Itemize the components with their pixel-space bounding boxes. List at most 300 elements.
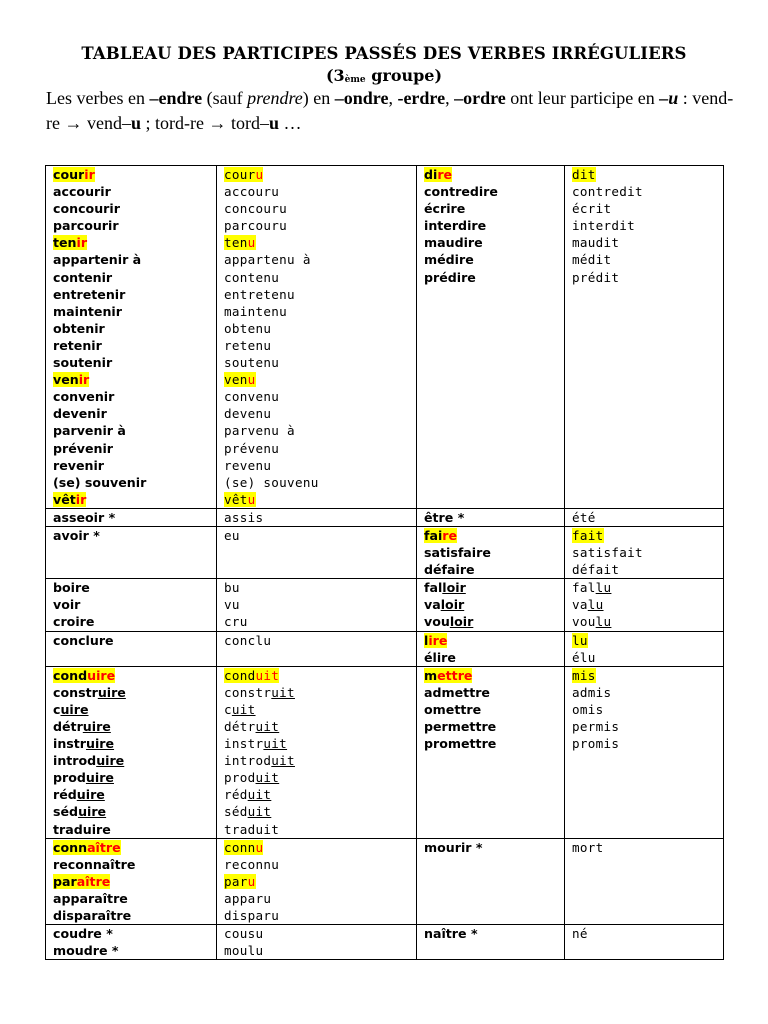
entry-segment: maudit (572, 235, 620, 251)
verb-entry (424, 667, 564, 684)
verb-entry (424, 839, 564, 856)
participles-table (45, 165, 724, 960)
intro-ending-erdre: -erdre (397, 88, 446, 108)
entry-segment: constr (224, 684, 272, 700)
participle-entry (224, 509, 416, 526)
entry-segment: aître (76, 873, 111, 889)
entry-segment: (se) souvenir (53, 474, 147, 490)
participle-entry (224, 769, 416, 786)
entry-segment: introd (53, 753, 97, 769)
participle-entry (572, 509, 723, 526)
verb-cell (46, 838, 217, 924)
entry-segment: parvenu à (224, 423, 295, 439)
entry-segment: fal (572, 580, 596, 596)
entry-segment: permettre (424, 719, 497, 734)
participle-entry (224, 166, 416, 183)
verb-cell (46, 508, 217, 526)
entry-segment: cour (224, 167, 256, 182)
participle-entry (224, 701, 416, 718)
verb-cell (46, 166, 217, 509)
entry-segment: revenu (224, 457, 272, 473)
entry-segment: lu (595, 614, 612, 630)
entry-segment: di (424, 167, 438, 182)
entry-segment: reconnu (224, 856, 280, 872)
entry-segment: uire (96, 753, 125, 769)
verb-cell (417, 166, 565, 509)
participle-cell (217, 526, 417, 578)
participle-cell (217, 666, 417, 838)
participle-entry (224, 422, 416, 439)
intro-example-ending: u (130, 113, 141, 133)
verb-entry (424, 701, 564, 718)
entry-segment: traduire (53, 821, 111, 837)
intro-participle-ending: –u (659, 88, 679, 108)
entry-segment: né (572, 926, 588, 942)
verb-cell (417, 526, 565, 578)
verb-entry (53, 371, 216, 388)
participle-cell (565, 526, 724, 578)
verb-entry (424, 613, 564, 630)
entry-segment: coudre * (53, 926, 113, 942)
entry-segment: uit (255, 719, 280, 734)
intro-text: Les verbes en (46, 88, 150, 108)
entry-segment: promis (572, 736, 620, 752)
participle-entry (224, 925, 416, 942)
entry-segment: parvenir à (53, 423, 126, 439)
entry-segment: ir (84, 167, 95, 182)
participle-entry (224, 667, 416, 684)
entry-segment: vêt (53, 491, 76, 507)
entry-segment: naître * (424, 926, 478, 942)
participle-entry (224, 752, 416, 769)
verb-entry (53, 166, 216, 183)
participle-cell (565, 666, 724, 838)
verb-entry (53, 856, 216, 873)
verb-entry (53, 752, 216, 769)
entry-segment: uit (271, 753, 295, 769)
verb-entry (53, 217, 216, 234)
participle-cell (565, 508, 724, 526)
intro-text: ont leur participe en (505, 88, 660, 108)
entry-segment: conclure (53, 632, 114, 648)
entry-segment: être * (424, 509, 465, 525)
entry-segment: omis (572, 701, 604, 717)
entry-segment: soutenu (224, 355, 280, 371)
entry-segment: fai (424, 527, 443, 543)
participle-entry (224, 251, 416, 268)
entry-segment: bu (224, 580, 240, 596)
entry-segment: contenir (53, 269, 113, 285)
entry-segment: prédire (424, 269, 476, 285)
participle-entry (224, 388, 416, 405)
participle-entry (572, 684, 723, 701)
participle-cell (217, 579, 417, 631)
entry-segment: mourir * (424, 839, 483, 855)
page-subtitle (0, 66, 768, 85)
entry-segment: loir (442, 580, 466, 596)
intro-paragraph (46, 86, 736, 136)
entry-segment: appartenu à (224, 252, 311, 268)
intro-ending-ordre: –ordre (454, 88, 506, 108)
intro-text: (sauf (202, 88, 248, 108)
entry-segment: m (424, 667, 438, 683)
entry-segment: croire (53, 614, 95, 630)
verb-entry (53, 251, 216, 268)
verb-cell (417, 666, 565, 838)
entry-segment: réd (224, 787, 248, 803)
entry-segment: entretenir (53, 286, 126, 302)
entry-segment: c (53, 701, 61, 717)
entry-segment: traduit (224, 821, 280, 837)
entry-segment: maintenu (224, 303, 288, 319)
verb-entry (53, 925, 216, 942)
entry-segment: ten (53, 235, 77, 251)
verb-entry (424, 234, 564, 251)
table-row (46, 925, 724, 960)
verb-entry (53, 337, 216, 354)
entry-segment: uire (60, 701, 89, 717)
entry-segment: re (442, 527, 458, 543)
participle-entry (224, 234, 416, 251)
intro-example-tordre: ; tord-re → tord– (141, 113, 269, 133)
participle-entry (572, 839, 723, 856)
participle-entry (224, 269, 416, 286)
entry-segment: uit (247, 787, 272, 803)
participle-entry (572, 701, 723, 718)
table-row (46, 666, 724, 838)
entry-segment: ven (224, 372, 248, 388)
participle-entry (224, 856, 416, 873)
entry-segment: retenu (224, 337, 272, 353)
verb-cell (417, 579, 565, 631)
participle-entry (224, 491, 416, 508)
participle-cell (217, 508, 417, 526)
entry-segment: instr (224, 736, 264, 752)
entry-segment: retenir (53, 337, 102, 353)
entry-segment: uire (85, 770, 114, 786)
verb-entry (424, 596, 564, 613)
participle-entry (572, 544, 723, 561)
verb-entry (53, 839, 216, 856)
verb-entry (53, 786, 216, 803)
entry-segment: détr (224, 719, 256, 734)
verb-entry (53, 942, 216, 959)
entry-segment: eu (224, 527, 240, 543)
entry-segment: devenu (224, 406, 272, 422)
verb-entry (53, 632, 216, 649)
verb-cell (46, 526, 217, 578)
verb-entry (424, 649, 564, 666)
intro-text: , (445, 88, 455, 108)
verb-entry (53, 440, 216, 457)
entry-segment: revenir (53, 457, 104, 473)
participle-entry (572, 166, 723, 183)
participle-entry (572, 234, 723, 251)
entry-segment: lu (587, 597, 604, 613)
verb-cell (417, 838, 565, 924)
verb-entry (53, 873, 216, 890)
verb-entry (53, 422, 216, 439)
entry-segment: réd (53, 787, 77, 803)
participle-entry (224, 183, 416, 200)
intro-text: , (388, 88, 398, 108)
entry-segment: apparu (224, 890, 272, 906)
verb-cell (417, 925, 565, 960)
verb-entry (53, 735, 216, 752)
entry-segment: parcourir (53, 218, 119, 234)
participle-entry (224, 718, 416, 735)
entry-segment: accouru (224, 184, 280, 200)
entry-segment: défait (572, 562, 620, 578)
entry-segment: prod (224, 770, 256, 786)
verb-entry (53, 821, 216, 838)
entry-segment: u (255, 167, 264, 182)
participle-entry (224, 735, 416, 752)
participle-entry (572, 251, 723, 268)
participle-entry (572, 200, 723, 217)
entry-segment: soutenir (53, 355, 113, 371)
entry-segment: permis (572, 719, 620, 734)
verb-entry (53, 769, 216, 786)
participle-entry (572, 269, 723, 286)
participle-entry (224, 613, 416, 630)
entry-segment: cond (53, 667, 88, 683)
verb-entry (424, 509, 564, 526)
participle-entry (224, 786, 416, 803)
entry-segment: uire (87, 667, 116, 683)
entry-segment: promettre (424, 736, 497, 752)
verb-entry (424, 925, 564, 942)
participle-cell (565, 838, 724, 924)
entry-segment: vêt (224, 491, 248, 507)
entry-segment: écrit (572, 201, 612, 217)
verb-entry (53, 303, 216, 320)
entry-segment: conn (224, 839, 256, 855)
entry-segment: assis (224, 509, 264, 525)
participle-entry (224, 873, 416, 890)
entry-segment: devenir (53, 406, 107, 422)
verb-entry (53, 803, 216, 820)
participle-entry (572, 718, 723, 735)
subtitle-text-a: (3 (325, 66, 345, 85)
entry-segment: satisfait (572, 545, 643, 561)
verb-entry (53, 890, 216, 907)
entry-segment: fait (572, 527, 604, 543)
entry-segment: u (255, 839, 264, 855)
entry-segment: entretenu (224, 286, 295, 302)
entry-segment: écrire (424, 201, 466, 217)
participle-entry (572, 561, 723, 578)
participle-entry (224, 217, 416, 234)
entry-segment: uit (263, 736, 288, 752)
entry-segment: fal (424, 580, 443, 596)
verb-entry (53, 579, 216, 596)
verb-entry (53, 613, 216, 630)
entry-segment: reconnaître (53, 856, 136, 872)
entry-segment: uit (271, 684, 295, 700)
entry-segment: ettre (437, 667, 473, 683)
participle-entry (224, 890, 416, 907)
verb-entry (424, 579, 564, 596)
participle-entry (224, 803, 416, 820)
entry-segment: boire (53, 580, 90, 596)
verb-entry (53, 234, 216, 251)
entry-segment: séd (53, 804, 79, 820)
entry-segment: u (247, 873, 256, 889)
entry-segment: voir (53, 597, 81, 613)
entry-segment: concourir (53, 201, 120, 217)
table-row (46, 166, 724, 509)
entry-segment: ir (75, 491, 87, 507)
intro-example-ending: u (268, 113, 279, 133)
entry-segment: par (53, 873, 77, 889)
entry-segment: admis (572, 684, 612, 700)
verb-entry (424, 735, 564, 752)
participle-entry (572, 613, 723, 630)
participle-entry (224, 474, 416, 491)
entry-segment: l (424, 632, 429, 648)
entry-segment: ir (76, 235, 88, 251)
entry-segment: cousu (224, 926, 264, 942)
entry-segment: concouru (224, 201, 288, 217)
verb-cell (46, 579, 217, 631)
verb-entry (424, 217, 564, 234)
entry-segment: apparaître (53, 890, 128, 906)
participle-entry (224, 942, 416, 959)
participle-cell (565, 631, 724, 666)
entry-segment: interdire (424, 218, 487, 234)
entry-segment: ire (428, 632, 448, 648)
verb-entry (53, 509, 216, 526)
intro-ending-endre: –endre (149, 88, 203, 108)
entry-segment: omettre (424, 701, 482, 717)
entry-segment: uit (231, 701, 256, 717)
participle-entry (572, 667, 723, 684)
entry-segment: ir (78, 372, 90, 388)
participle-entry (224, 405, 416, 422)
verb-entry (424, 632, 564, 649)
entry-segment: contredit (572, 184, 643, 200)
entry-segment: loir (449, 614, 474, 630)
intro-ellipsis: … (278, 113, 302, 133)
entry-segment: uire (76, 787, 105, 803)
participle-entry (224, 579, 416, 596)
verb-entry (53, 183, 216, 200)
verb-entry (53, 388, 216, 405)
entry-segment: uit (255, 770, 280, 786)
entry-segment: obtenu (224, 320, 272, 336)
participle-entry (572, 183, 723, 200)
entry-segment: instr (53, 736, 87, 752)
participle-entry (572, 735, 723, 752)
entry-segment: uire (86, 736, 115, 752)
participle-cell (565, 925, 724, 960)
entry-segment: détr (53, 719, 83, 734)
entry-segment: mis (572, 667, 596, 683)
table-row (46, 526, 724, 578)
entry-segment: uire (78, 804, 107, 820)
participle-entry (224, 839, 416, 856)
entry-segment: uire (82, 719, 111, 734)
table-row (46, 508, 724, 526)
entry-segment: accourir (53, 184, 111, 200)
intro-example-vendre: : vend-re → vend– (46, 88, 734, 133)
entry-segment: c (224, 701, 232, 717)
entry-segment: lu (595, 580, 612, 596)
participle-entry (572, 649, 723, 666)
entry-segment: élu (572, 649, 596, 665)
entry-segment: admettre (424, 684, 490, 700)
entry-segment: contredire (424, 184, 498, 200)
entry-segment: moudre * (53, 943, 119, 959)
entry-segment: maintenir (53, 303, 122, 319)
entry-segment: (se) souvenu (224, 474, 319, 490)
entry-segment: médire (424, 252, 474, 268)
participle-entry (224, 320, 416, 337)
participle-entry (572, 217, 723, 234)
intro-exception-verb: prendre (247, 88, 303, 108)
entry-segment: introd (224, 753, 272, 769)
participle-entry (224, 527, 416, 544)
page-title: TABLEAU DES PARTICIPES PASSÉS DES VERBES IRRÉGULIERS (81, 44, 687, 63)
participle-cell (217, 925, 417, 960)
entry-segment: dit (572, 167, 596, 182)
entry-segment: ven (53, 372, 79, 388)
participle-entry (224, 303, 416, 320)
verb-entry (53, 701, 216, 718)
entry-segment: appartenir à (53, 252, 142, 268)
participle-entry (224, 632, 416, 649)
participle-entry (224, 200, 416, 217)
participle-entry (224, 337, 416, 354)
entry-segment: contenu (224, 269, 280, 285)
entry-segment: uire (97, 684, 126, 700)
verb-cell (417, 631, 565, 666)
participle-entry (224, 596, 416, 613)
subtitle-superscript: ème (344, 75, 366, 85)
verb-entry (53, 491, 216, 508)
entry-segment: maudire (424, 235, 483, 251)
verb-entry (53, 907, 216, 924)
entry-segment: vou (424, 614, 450, 630)
participle-entry (224, 286, 416, 303)
entry-segment: cond (224, 667, 256, 683)
entry-segment: loir (440, 597, 465, 613)
entry-segment: disparu (224, 908, 280, 924)
entry-segment: prod (53, 770, 86, 786)
participle-cell (565, 579, 724, 631)
verb-entry (424, 684, 564, 701)
participle-cell (217, 631, 417, 666)
verb-entry (424, 544, 564, 561)
participle-cell (217, 838, 417, 924)
verb-entry (424, 561, 564, 578)
verb-cell (46, 925, 217, 960)
participle-entry (224, 354, 416, 371)
verb-entry (53, 286, 216, 303)
entry-segment: élire (424, 649, 456, 665)
entry-segment: parcouru (224, 218, 288, 234)
participles-table-body (46, 166, 724, 960)
verb-cell (46, 666, 217, 838)
entry-segment: constr (53, 684, 98, 700)
participle-entry (572, 596, 723, 613)
verb-entry (424, 269, 564, 286)
entry-segment: moulu (224, 943, 264, 959)
entry-segment: asseoir * (53, 509, 116, 525)
entry-segment: uit (247, 804, 272, 820)
entry-segment: ten (224, 235, 248, 251)
